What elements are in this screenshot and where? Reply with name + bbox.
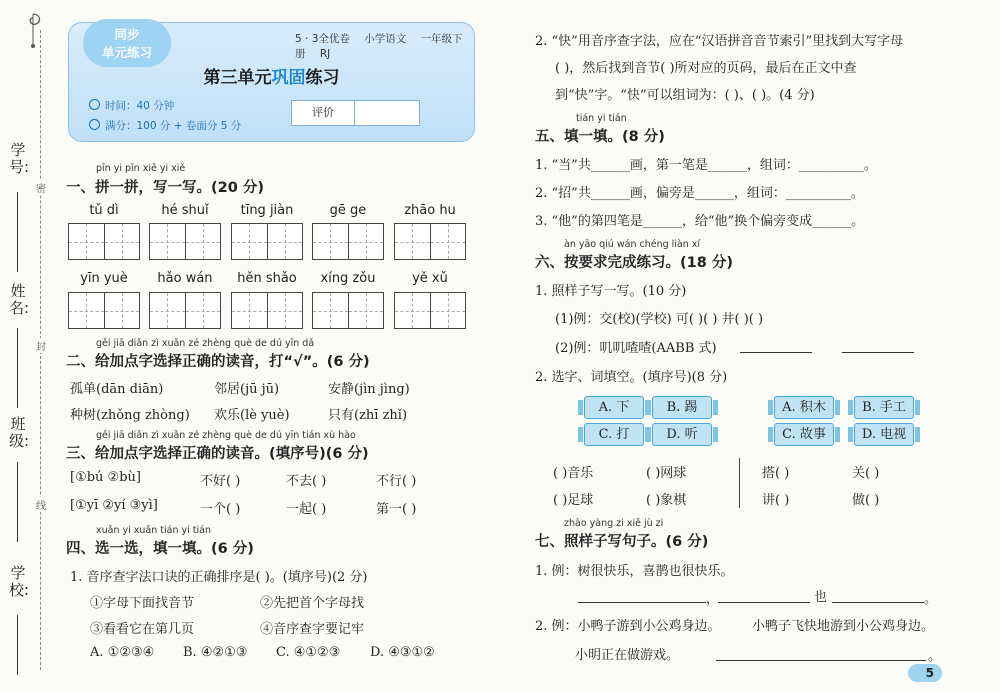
- grid-cell[interactable]: [232, 293, 268, 328]
- s6-q1a: (1)例：交(校)(学校) 可( )( ) 井( )( ): [555, 312, 764, 327]
- check-icon: [89, 119, 100, 130]
- s4-q1: 1. 音序查字法口诀的正确排序是( )。(填序号)(2 分): [70, 570, 368, 585]
- page-number: 5: [908, 664, 942, 682]
- s1-writing-grid[interactable]: [312, 223, 384, 260]
- seal-xian: 线: [36, 497, 46, 512]
- fill-right-2[interactable]: 关( ): [852, 466, 880, 481]
- s1-writing-grid[interactable]: [231, 223, 303, 260]
- s3-options-2: [①yī ②yí ③yì]: [70, 498, 158, 513]
- grid-cell[interactable]: [349, 293, 384, 328]
- series-edition: RJ: [319, 48, 331, 60]
- s3-r2-2[interactable]: 一起( ): [286, 502, 327, 517]
- score-info: [89, 118, 241, 133]
- s1-writing-grid[interactable]: [231, 292, 303, 329]
- r-q2-line2: ( )，然后找到音节( )所对应的页码，最后在正文中查: [555, 61, 857, 76]
- s5-item-1: 1. “当”共______画，第一笔是______，组词：__________。: [535, 158, 877, 173]
- s7-q2-b: 小明正在做游戏。: [575, 648, 680, 663]
- fill-right-1[interactable]: 搭( ): [762, 466, 790, 481]
- grid-cell[interactable]: [268, 293, 303, 328]
- s6-q1b-blank-2[interactable]: [842, 352, 914, 353]
- s3-r1-3[interactable]: 不行( ): [376, 474, 417, 489]
- s1-writing-grid[interactable]: [394, 292, 466, 329]
- s7-q1-period: 。: [924, 592, 938, 607]
- fill-right-4[interactable]: 做( ): [852, 493, 880, 508]
- s2-item-2: 邻居(jū jū): [214, 382, 280, 397]
- s6-pinyin: àn yāo qiú wán chéng liàn xí: [564, 239, 701, 250]
- s4-choice-b[interactable]: B. ④②①③: [183, 645, 248, 660]
- student-id-label: 学号:: [9, 141, 30, 176]
- time-info: [89, 98, 174, 113]
- r-q2-line1: 2. “快”用音序查字法，应在“汉语拼音音节索引”里找到大写字母: [535, 34, 904, 49]
- grid-cell[interactable]: [186, 224, 221, 259]
- series-subject: 小学语文: [364, 33, 407, 45]
- s6-q1b-blank-1[interactable]: [740, 352, 812, 353]
- unit-header-card: [68, 22, 475, 142]
- badge-line-2: 单元练习: [101, 45, 152, 60]
- seal-mi: 密: [36, 180, 46, 195]
- grid-cell[interactable]: [105, 224, 140, 259]
- s2-item-6: 只有(zhī zhǐ): [328, 408, 408, 423]
- s1-pinyin-word: hǎo wán: [157, 271, 213, 286]
- s1-pinyin-word: hé shuǐ: [161, 203, 209, 218]
- name-line: [17, 328, 18, 408]
- s1-pinyin-word: zhāo hu: [404, 203, 456, 218]
- grid-cell[interactable]: [69, 224, 105, 259]
- class-label: 班级:: [9, 415, 30, 450]
- class-line: [17, 462, 18, 542]
- s1-pinyin-word: hěn shǎo: [237, 271, 297, 286]
- binding-strip: [0, 0, 62, 692]
- card-right-d: D. 电视: [854, 423, 914, 446]
- s5-title: 五、填一填。(8 分): [535, 129, 665, 145]
- grid-cell[interactable]: [150, 224, 186, 259]
- s6-q1b: (2)例：叽叽喳喳(AABB 式): [555, 341, 717, 356]
- s2-pinyin: gěi jiā diǎn zì xuǎn zé zhèng què de dú yīn dǎ: [96, 338, 315, 349]
- card-left-b: B. 踢: [652, 396, 712, 419]
- evaluation-input[interactable]: [355, 101, 419, 125]
- series-grade: 一年级下册: [295, 33, 463, 60]
- grid-cell[interactable]: [186, 293, 221, 328]
- grid-cell[interactable]: [349, 224, 384, 259]
- s1-pinyin-word: gē ge: [329, 203, 367, 218]
- title-prefix: 第三单元: [203, 68, 272, 88]
- time-text: 时间：40 分钟: [105, 100, 175, 112]
- s7-q1: 1. 例：树很快乐，喜鹊也很快乐。: [535, 564, 734, 579]
- fill-left-3[interactable]: ( )足球: [553, 493, 594, 508]
- series-brand: 5 · 3全优卷: [295, 33, 350, 45]
- card-left-a: A. 下: [584, 396, 644, 419]
- s3-pinyin: gěi jiā diǎn zì xuǎn zé zhèng què de dú yīn tián xù hào: [96, 430, 356, 441]
- s1-pinyin-word: tīng jiàn: [240, 203, 294, 218]
- page-title: [69, 63, 474, 88]
- seal-feng: 封: [36, 338, 46, 353]
- s5-item-3: 3. “他”的第四笔是______，给“他”换个偏旁变成______。: [535, 214, 865, 229]
- fill-left-2[interactable]: ( )网球: [646, 466, 687, 481]
- s1-pinyin-word: tǔ dì: [89, 203, 119, 218]
- s1-writing-grid[interactable]: [68, 223, 140, 260]
- s7-q2: 2. 例：小鸭子游到小公鸡身边。: [535, 619, 721, 634]
- r-q2-line3: 到“快”字。“快”可以组词为：( )、( )。(4 分): [555, 88, 815, 103]
- s4-choice-d[interactable]: D. ④③①②: [370, 645, 435, 660]
- s1-pinyin-word: yīn yuè: [80, 271, 128, 286]
- s2-title: 二、给加点字选择正确的读音，打“√”。(6 分): [66, 354, 370, 370]
- badge-line-1: 同步: [114, 27, 140, 42]
- s2-item-5: 欢乐(lè yuè): [214, 408, 290, 423]
- s3-title: 三、给加点字选择正确的读音。(填序号)(6 分): [66, 446, 369, 462]
- s7-q1-blank-3[interactable]: [832, 602, 924, 603]
- title-highlight: 巩固: [271, 68, 306, 88]
- s6-q1: 1. 照样子写一写。(10 分): [535, 284, 687, 299]
- s4-choice-c[interactable]: C. ④①②③: [276, 645, 341, 660]
- s1-writing-grid[interactable]: [68, 292, 140, 329]
- s1-pinyin-word: xíng zǒu: [320, 271, 376, 286]
- s7-q1-comma: ，: [706, 592, 720, 607]
- card-right-b: B. 手工: [854, 396, 914, 419]
- s4-opt-4: ④音序查字要记牢: [260, 622, 365, 637]
- s1-writing-grid[interactable]: [149, 292, 221, 329]
- s2-item-3: 安静(jìn jìng): [328, 382, 410, 397]
- s5-item-2: 2. “招”共______画，偏旁是______，组词：__________。: [535, 186, 864, 201]
- s1-writing-grid[interactable]: [394, 223, 466, 260]
- grid-cell[interactable]: [313, 224, 349, 259]
- s3-options-1: [①bú ②bù]: [70, 470, 141, 485]
- s7-q1-blank-2[interactable]: [718, 602, 810, 603]
- fill-right-3[interactable]: 讲( ): [762, 493, 790, 508]
- s6-q2: 2. 选字、词填空。(填序号)(8 分): [535, 370, 728, 385]
- s7-title: 七、照样子写句子。(6 分): [535, 534, 709, 550]
- clock-icon: [89, 99, 100, 110]
- student-id-line: [17, 192, 18, 272]
- s3-r2-1[interactable]: 一个( ): [200, 502, 241, 517]
- title-suffix: 练习: [305, 68, 340, 88]
- fill-separator: [739, 458, 740, 508]
- school-label: 学校:: [9, 564, 30, 599]
- card-left-d: D. 听: [652, 423, 712, 446]
- card-left-c: C. 打: [584, 423, 644, 446]
- sync-badge: [83, 19, 171, 67]
- grid-cell[interactable]: [232, 224, 268, 259]
- s7-q1-mid: 也: [814, 590, 828, 605]
- s1-writing-grid[interactable]: [312, 292, 384, 329]
- evaluation-label: 评价: [292, 101, 355, 125]
- fill-left-1[interactable]: ( )音乐: [553, 466, 594, 481]
- grid-cell[interactable]: [105, 293, 140, 328]
- s3-r1-1[interactable]: 不好( ): [200, 474, 241, 489]
- s7-pinyin: zhào yàng zi xiě jù zi: [564, 518, 664, 529]
- s7-q1-blank-1[interactable]: [578, 602, 706, 603]
- s6-title: 六、按要求完成练习。(18 分): [535, 255, 733, 271]
- s2-item-4: 种树(zhǒng zhòng): [70, 408, 190, 423]
- fill-left-4[interactable]: ( )象棋: [646, 493, 687, 508]
- s7-q2-example: 小鸭子飞快地游到小公鸡身边。: [752, 619, 935, 634]
- s7-q2-period: 。: [928, 649, 942, 664]
- s4-opt-2: ②先把首个字母找: [260, 596, 365, 611]
- s3-r1-2[interactable]: 不去( ): [286, 474, 327, 489]
- s1-title: 一、拼一拼，写一写。(20 分): [66, 180, 264, 196]
- score-text: 满分：100 分 + 卷面分 5 分: [105, 120, 242, 132]
- s4-title: 四、选一选，填一填。(6 分): [66, 541, 254, 557]
- s7-q2-blank[interactable]: [716, 660, 926, 661]
- s2-item-1: 孤单(dān diān): [70, 382, 164, 397]
- s1-pinyin-word: yě xǔ: [412, 271, 448, 286]
- s4-opt-1: ①字母下面找音节: [90, 596, 195, 611]
- grid-cell[interactable]: [69, 293, 105, 328]
- grid-cell[interactable]: [395, 293, 431, 328]
- grid-cell[interactable]: [395, 224, 431, 259]
- card-right-a: A. 积木: [774, 396, 834, 419]
- grid-cell[interactable]: [268, 224, 303, 259]
- grid-cell[interactable]: [431, 224, 466, 259]
- s4-pinyin: xuǎn yi xuǎn tián yi tián: [96, 525, 212, 536]
- card-right-c: C. 故事: [774, 423, 834, 446]
- spiral-icon: [18, 10, 48, 50]
- grid-cell[interactable]: [431, 293, 466, 328]
- school-line: [17, 615, 18, 675]
- s4-choice-a[interactable]: A. ①②③④: [90, 645, 155, 660]
- grid-cell[interactable]: [313, 293, 349, 328]
- s5-pinyin: tián yi tián: [576, 113, 627, 124]
- s4-opt-3: ③看看它在第几页: [90, 622, 195, 637]
- grid-cell[interactable]: [150, 293, 186, 328]
- s1-pinyin: pīn yi pīn xiě yi xiě: [96, 163, 186, 174]
- s3-r2-3[interactable]: 第一( ): [376, 502, 417, 517]
- s1-writing-grid[interactable]: [149, 223, 221, 260]
- evaluation-box: [291, 100, 420, 126]
- name-label: 姓名:: [9, 282, 30, 317]
- series-info: [295, 31, 474, 61]
